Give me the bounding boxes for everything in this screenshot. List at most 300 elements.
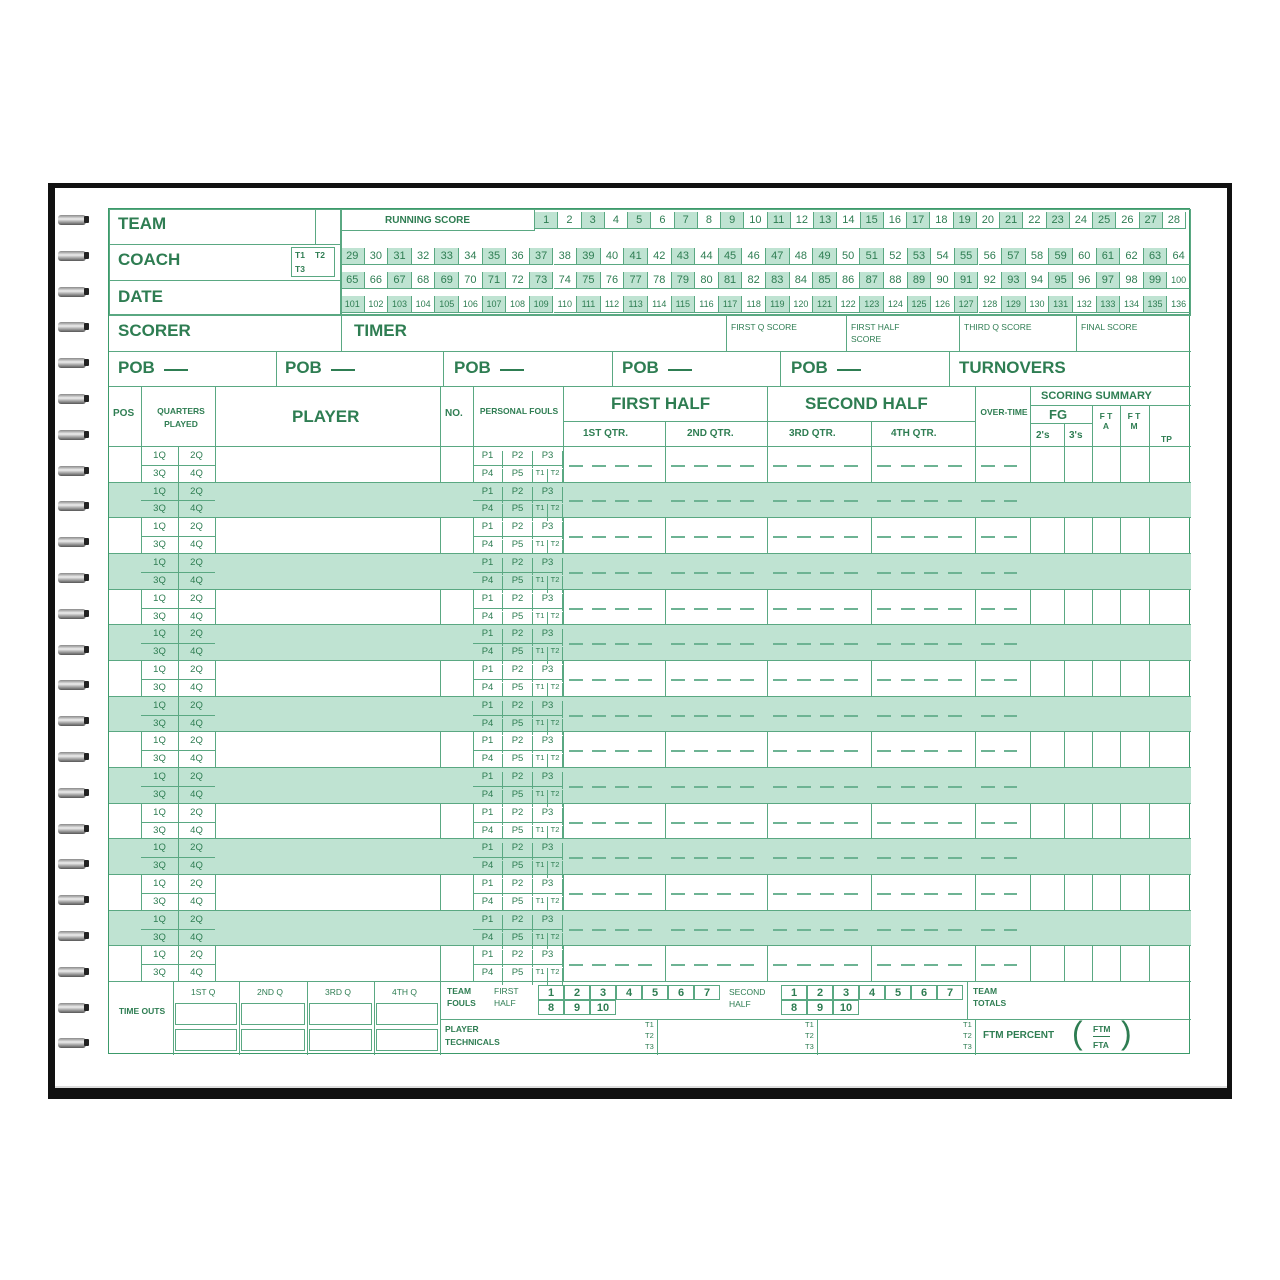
- team-foul-cell[interactable]: 5: [642, 985, 668, 1000]
- foul-cell[interactable]: T2: [548, 647, 563, 664]
- score-dash: [797, 572, 811, 574]
- foul-cell[interactable]: T1: [533, 826, 548, 843]
- score-dash: [1004, 715, 1018, 717]
- foul-cell[interactable]: T1: [533, 897, 548, 914]
- quarter-cell[interactable]: 1Q: [153, 735, 166, 747]
- coach-label: COACH: [118, 250, 181, 269]
- foul-cell[interactable]: P5: [503, 790, 533, 807]
- foul-cell[interactable]: P5: [503, 754, 533, 771]
- score-dash: [948, 536, 962, 538]
- score-dash: [773, 857, 787, 859]
- foul-cell[interactable]: P1: [473, 772, 503, 789]
- team-foul-cell[interactable]: 1: [781, 985, 807, 1000]
- foul-cell[interactable]: P1: [473, 594, 503, 611]
- quarter-cell[interactable]: 4Q: [190, 967, 203, 979]
- quarter-cell[interactable]: 2Q: [190, 771, 203, 783]
- foul-cell[interactable]: P4: [473, 790, 503, 807]
- score-dash: [924, 929, 938, 931]
- foul-cell[interactable]: P5: [503, 719, 533, 736]
- score-dash: [981, 822, 995, 824]
- foul-cell[interactable]: P3: [533, 701, 563, 718]
- score-dash: [740, 465, 754, 467]
- quarter-cell[interactable]: 4Q: [190, 824, 203, 836]
- running-score-cell: 62: [1120, 248, 1144, 265]
- foul-cell[interactable]: P2: [503, 665, 533, 682]
- quarter-cell[interactable]: 2Q: [190, 592, 203, 604]
- foul-cell[interactable]: P2: [503, 772, 533, 789]
- foul-cell[interactable]: P1: [473, 451, 503, 468]
- timeout-box[interactable]: [241, 1029, 305, 1051]
- quarter-cell[interactable]: 1Q: [153, 699, 166, 711]
- score-dash: [694, 929, 708, 931]
- foul-cell[interactable]: P3: [533, 772, 563, 789]
- quarter-cell[interactable]: 4Q: [190, 574, 203, 586]
- foul-cell[interactable]: P5: [503, 933, 533, 950]
- running-score-cell: 3: [582, 212, 605, 229]
- foul-cell[interactable]: P5: [503, 897, 533, 914]
- quarter-cell[interactable]: 2Q: [190, 913, 203, 925]
- coil-hole: [84, 395, 89, 402]
- quarter-cell[interactable]: 4Q: [190, 717, 203, 729]
- coil-hole: [84, 932, 89, 939]
- foul-cell[interactable]: T1: [533, 861, 548, 878]
- foul-cell[interactable]: P4: [473, 754, 503, 771]
- foul-cell[interactable]: P4: [473, 576, 503, 593]
- foul-cell[interactable]: P4: [473, 897, 503, 914]
- score-dash: [820, 572, 834, 574]
- score-dash: [924, 465, 938, 467]
- score-dash: [717, 893, 731, 895]
- team-foul-cell[interactable]: 2: [807, 985, 833, 1000]
- quarter-cell[interactable]: 3Q: [153, 931, 166, 943]
- fta-header: F T A: [1099, 411, 1113, 431]
- time-outs-label: TIME OUTS: [118, 1006, 166, 1016]
- foul-cell[interactable]: P1: [473, 629, 503, 646]
- team-foul-cell[interactable]: 5: [885, 985, 911, 1000]
- score-dash: [820, 679, 834, 681]
- foul-cell[interactable]: P3: [533, 451, 563, 468]
- score-dash: [901, 715, 915, 717]
- foul-cell[interactable]: T1: [533, 968, 548, 985]
- foul-cell[interactable]: P3: [533, 665, 563, 682]
- foul-cell[interactable]: P3: [533, 950, 563, 967]
- timeout-divider: [239, 981, 240, 1055]
- coil-hole: [84, 825, 89, 832]
- quarter-cell[interactable]: 2Q: [190, 949, 203, 961]
- team-foul-cell[interactable]: 4: [616, 985, 642, 1000]
- score-sheet: [108, 208, 1190, 1054]
- foul-cell[interactable]: P2: [503, 629, 533, 646]
- score-dash: [1004, 679, 1018, 681]
- score-dash: [740, 750, 754, 752]
- quarter-cell[interactable]: 2Q: [190, 450, 203, 461]
- score-dash: [740, 715, 754, 717]
- running-score-cell: 98: [1120, 272, 1144, 289]
- quarter-cell[interactable]: 1Q: [153, 485, 166, 497]
- quarter-cell[interactable]: 4Q: [190, 503, 203, 515]
- team-foul-cell[interactable]: 8: [538, 1000, 564, 1015]
- first-half-fouls-label: FIRST HALF: [494, 986, 519, 1008]
- foul-cell[interactable]: T2: [548, 897, 563, 914]
- foul-cell[interactable]: T1: [533, 719, 548, 736]
- foul-cell[interactable]: P2: [503, 915, 533, 932]
- score-dash: [694, 643, 708, 645]
- coil-hole: [84, 1039, 89, 1046]
- team-foul-cell[interactable]: 6: [668, 985, 694, 1000]
- foul-cell[interactable]: P5: [503, 504, 533, 521]
- quarter-cell[interactable]: 4Q: [190, 931, 203, 943]
- foul-cell[interactable]: P5: [503, 540, 533, 557]
- foul-cell[interactable]: P1: [473, 522, 503, 539]
- foul-cell[interactable]: T2: [548, 933, 563, 950]
- running-score-cell: 103: [388, 296, 412, 313]
- running-score-cell: 13: [814, 212, 837, 229]
- foul-cell[interactable]: P4: [473, 540, 503, 557]
- foul-cell[interactable]: P5: [503, 683, 533, 700]
- coil-hole: [84, 216, 89, 223]
- foul-cell[interactable]: T1: [533, 647, 548, 664]
- foul-cell[interactable]: P2: [503, 451, 533, 468]
- foul-cell[interactable]: P3: [533, 915, 563, 932]
- quarter-cell[interactable]: 3Q: [153, 860, 166, 872]
- foul-cell[interactable]: P2: [503, 879, 533, 896]
- score-dash: [844, 929, 858, 931]
- quarter-cell[interactable]: 3Q: [153, 503, 166, 515]
- quarter-cell[interactable]: 2Q: [190, 521, 203, 533]
- team-foul-cell[interactable]: 8: [781, 1000, 807, 1015]
- quarter-cell[interactable]: 2Q: [190, 699, 203, 711]
- foul-cell[interactable]: P2: [503, 487, 533, 504]
- quarter-cell[interactable]: 3Q: [153, 717, 166, 729]
- quarter-cell[interactable]: 1Q: [153, 842, 166, 854]
- foul-cell[interactable]: P5: [503, 576, 533, 593]
- foul-cell[interactable]: P2: [503, 701, 533, 718]
- foul-cell[interactable]: P4: [473, 826, 503, 843]
- score-dash: [615, 893, 629, 895]
- foul-cell[interactable]: T2: [548, 504, 563, 521]
- running-score-cell: 24: [1070, 212, 1093, 229]
- quarter-cell[interactable]: 4Q: [190, 467, 203, 479]
- running-score-cell: 134: [1120, 296, 1144, 313]
- score-dash: [717, 857, 731, 859]
- foul-cell[interactable]: P1: [473, 665, 503, 682]
- running-score-cell: 18: [930, 212, 953, 229]
- score-dash: [844, 608, 858, 610]
- foul-cell[interactable]: P4: [473, 647, 503, 664]
- running-score-cell: 116: [695, 296, 719, 313]
- t1-label: T1: [295, 250, 305, 260]
- running-score-cell: 111: [577, 296, 601, 313]
- quarter-cell[interactable]: 1Q: [153, 664, 166, 676]
- score-dash: [797, 964, 811, 966]
- foul-cell[interactable]: P1: [473, 950, 503, 967]
- score-dash: [592, 536, 606, 538]
- quarter-cell[interactable]: 4Q: [190, 753, 203, 765]
- quarter-cell[interactable]: 3Q: [153, 681, 166, 693]
- timeout-box[interactable]: [376, 1029, 438, 1051]
- foul-cell[interactable]: P5: [503, 469, 533, 486]
- foul-cell[interactable]: T2: [548, 576, 563, 593]
- score-dash: [844, 786, 858, 788]
- quarter-cell[interactable]: 4Q: [190, 610, 203, 622]
- timeout-box[interactable]: [175, 1029, 237, 1051]
- foul-cell[interactable]: P2: [503, 558, 533, 575]
- coil-hole: [84, 610, 89, 617]
- foul-cell[interactable]: P3: [533, 487, 563, 504]
- score-dash: [592, 893, 606, 895]
- coil-ring: [58, 1003, 86, 1013]
- running-score-cell: 70: [459, 272, 483, 289]
- quarter-cell[interactable]: 3Q: [153, 610, 166, 622]
- score-dash: [569, 572, 583, 574]
- quarter-cell[interactable]: 4Q: [190, 681, 203, 693]
- foul-cell[interactable]: T1: [533, 790, 548, 807]
- coil-hole: [84, 681, 89, 688]
- foul-cell[interactable]: T1: [533, 576, 548, 593]
- team-foul-cell[interactable]: 9: [807, 1000, 833, 1015]
- team-foul-cell[interactable]: 4: [859, 985, 885, 1000]
- score-dash: [740, 786, 754, 788]
- running-score-cell: 38: [554, 248, 578, 265]
- foul-cell[interactable]: P3: [533, 879, 563, 896]
- score-dash: [877, 715, 891, 717]
- foul-cell[interactable]: P2: [503, 736, 533, 753]
- foul-cell[interactable]: P4: [473, 504, 503, 521]
- foul-cell[interactable]: T2: [548, 790, 563, 807]
- quarter-cell[interactable]: 3Q: [153, 753, 166, 765]
- quarter-cell[interactable]: 4Q: [190, 539, 203, 551]
- team-foul-cell[interactable]: 3: [590, 985, 616, 1000]
- quarter-cell[interactable]: 2Q: [190, 485, 203, 497]
- score-dash: [877, 857, 891, 859]
- foul-cell[interactable]: T2: [548, 683, 563, 700]
- foul-cell[interactable]: P3: [533, 736, 563, 753]
- score-dash: [694, 857, 708, 859]
- timeout-box[interactable]: [241, 1003, 305, 1025]
- foul-cell[interactable]: T2: [548, 469, 563, 486]
- score-dash: [638, 500, 652, 502]
- score-dash: [592, 964, 606, 966]
- foul-cell[interactable]: T1: [533, 754, 548, 771]
- score-dash: [740, 608, 754, 610]
- score-dash: [671, 572, 685, 574]
- foul-cell[interactable]: P1: [473, 736, 503, 753]
- score-dash: [924, 715, 938, 717]
- quarter-cell[interactable]: 1Q: [153, 913, 166, 925]
- quarter-cell[interactable]: 1Q: [153, 628, 166, 640]
- foul-cell[interactable]: P2: [503, 594, 533, 611]
- foul-cell[interactable]: P3: [533, 522, 563, 539]
- running-score-cell: 21: [1000, 212, 1023, 229]
- foul-cell[interactable]: T1: [533, 504, 548, 521]
- quarter-cell[interactable]: 1Q: [153, 771, 166, 783]
- score-dash: [797, 822, 811, 824]
- score-dash: [797, 786, 811, 788]
- running-score-cell: 59: [1049, 248, 1073, 265]
- foul-cell[interactable]: T1: [533, 469, 548, 486]
- foul-cell[interactable]: P4: [473, 968, 503, 985]
- quarter-cell[interactable]: 2Q: [190, 557, 203, 568]
- quarter-cell[interactable]: 1Q: [153, 878, 166, 890]
- foul-cell[interactable]: T2: [548, 861, 563, 878]
- foul-cell[interactable]: T1: [533, 683, 548, 700]
- score-dash: [981, 750, 995, 752]
- quarter-cell[interactable]: 4Q: [190, 895, 203, 907]
- coil-ring: [58, 609, 86, 619]
- quarter-cell[interactable]: 2Q: [190, 878, 203, 890]
- foul-cell[interactable]: T1: [533, 933, 548, 950]
- team-foul-cell[interactable]: 2: [564, 985, 590, 1000]
- score-dash: [717, 500, 731, 502]
- foul-cell[interactable]: P3: [533, 808, 563, 825]
- quarter-cell[interactable]: 3Q: [153, 788, 166, 800]
- foul-cell[interactable]: P1: [473, 843, 503, 860]
- foul-cell[interactable]: P4: [473, 861, 503, 878]
- team-foul-cell[interactable]: 7: [937, 985, 963, 1000]
- pob-divider: [443, 351, 444, 386]
- score-dash: [773, 786, 787, 788]
- foul-cell[interactable]: P1: [473, 879, 503, 896]
- paren-left: (: [1072, 1015, 1083, 1051]
- score-dash: [671, 465, 685, 467]
- score-dash: [740, 572, 754, 574]
- foul-cell[interactable]: T2: [548, 719, 563, 736]
- score-dash: [948, 964, 962, 966]
- foul-cell[interactable]: T2: [548, 612, 563, 629]
- foul-cell[interactable]: P3: [533, 594, 563, 611]
- quarter-cell[interactable]: 2Q: [190, 842, 203, 854]
- quarter-cell[interactable]: 4Q: [190, 646, 203, 658]
- foul-cell[interactable]: P5: [503, 647, 533, 664]
- foul-cell[interactable]: T2: [548, 968, 563, 985]
- foul-cell[interactable]: P5: [503, 861, 533, 878]
- foul-cell[interactable]: P2: [503, 950, 533, 967]
- score-dash: [592, 822, 606, 824]
- quarter-cell[interactable]: 1Q: [153, 557, 166, 568]
- quarter-cell[interactable]: 2Q: [190, 735, 203, 747]
- running-score-cell: 80: [695, 272, 719, 289]
- running-score-cell: 36: [506, 248, 530, 265]
- score-dash: [694, 500, 708, 502]
- team-foul-cell[interactable]: 9: [564, 1000, 590, 1015]
- foul-cell[interactable]: T2: [548, 754, 563, 771]
- foul-cell[interactable]: P5: [503, 968, 533, 985]
- running-score-cell: 100: [1167, 272, 1191, 289]
- timeout-quarter-label: 1ST Q: [191, 987, 216, 997]
- foul-cell[interactable]: P1: [473, 487, 503, 504]
- quarter-cell[interactable]: 2Q: [190, 628, 203, 640]
- foul-cell[interactable]: P1: [473, 808, 503, 825]
- quarter-cell[interactable]: 1Q: [153, 521, 166, 533]
- score-dash: [901, 643, 915, 645]
- foul-cell[interactable]: P1: [473, 915, 503, 932]
- foul-cell[interactable]: T2: [548, 540, 563, 557]
- team-foul-cell[interactable]: 7: [694, 985, 720, 1000]
- ftm-numerator: FTM: [1093, 1025, 1110, 1037]
- timeout-box[interactable]: [309, 1003, 372, 1025]
- foul-cell[interactable]: P1: [473, 701, 503, 718]
- foul-cell[interactable]: P5: [503, 612, 533, 629]
- foul-cell[interactable]: P5: [503, 826, 533, 843]
- team-foul-cell[interactable]: 10: [590, 1000, 616, 1015]
- quarter-cell[interactable]: 1Q: [153, 806, 166, 818]
- running-score-cell: 67: [388, 272, 412, 289]
- quarter-cell[interactable]: 1Q: [153, 450, 166, 461]
- score-dash: [981, 964, 995, 966]
- score-dash: [844, 750, 858, 752]
- foul-cell[interactable]: P4: [473, 469, 503, 486]
- quarter-cell[interactable]: 3Q: [153, 539, 166, 551]
- foul-cell[interactable]: P4: [473, 719, 503, 736]
- foul-cell[interactable]: P2: [503, 808, 533, 825]
- player-row: [109, 910, 1191, 946]
- quarter-cell[interactable]: 4Q: [190, 788, 203, 800]
- quarter-cell[interactable]: 3Q: [153, 824, 166, 836]
- timeout-box[interactable]: [175, 1003, 237, 1025]
- foul-cell[interactable]: P2: [503, 522, 533, 539]
- quarter-cell[interactable]: 1Q: [153, 592, 166, 604]
- foul-cell[interactable]: P4: [473, 612, 503, 629]
- timeout-box[interactable]: [309, 1029, 372, 1051]
- quarter-cell[interactable]: 3Q: [153, 646, 166, 658]
- foul-cell[interactable]: P1: [473, 558, 503, 575]
- team-foul-cell[interactable]: 1: [538, 985, 564, 1000]
- quarter-cell[interactable]: 2Q: [190, 806, 203, 818]
- foul-cell[interactable]: P3: [533, 629, 563, 646]
- foul-cell[interactable]: P3: [533, 558, 563, 575]
- player-row: [109, 696, 1191, 732]
- running-score-cell: 108: [506, 296, 530, 313]
- team-foul-cell[interactable]: 3: [833, 985, 859, 1000]
- quarter-cell[interactable]: 4Q: [190, 860, 203, 872]
- running-score-cell: 50: [837, 248, 861, 265]
- quarter-cell[interactable]: 3Q: [153, 895, 166, 907]
- quarter-cell[interactable]: 3Q: [153, 467, 166, 479]
- quarter-cell[interactable]: 3Q: [153, 967, 166, 979]
- coil-ring: [58, 931, 86, 941]
- timeout-quarter-label: 3RD Q: [325, 987, 351, 997]
- score-dash: [901, 964, 915, 966]
- third-q-score-label: THIRD Q SCORE: [964, 322, 1032, 332]
- score-dash: [948, 608, 962, 610]
- score-dash: [948, 750, 962, 752]
- foul-cell[interactable]: P4: [473, 933, 503, 950]
- score-dash: [948, 893, 962, 895]
- foul-cell[interactable]: T2: [548, 826, 563, 843]
- running-score-cell: 130: [1026, 296, 1050, 313]
- running-score-cell: 75: [577, 272, 601, 289]
- running-score-cell: 125: [908, 296, 932, 313]
- foul-cell[interactable]: P4: [473, 683, 503, 700]
- team-foul-cell[interactable]: 6: [911, 985, 937, 1000]
- score-dash: [740, 536, 754, 538]
- quarter-cell[interactable]: 3Q: [153, 574, 166, 586]
- running-score-cell: 88: [884, 272, 908, 289]
- score-dash: [638, 822, 652, 824]
- score-dash: [1004, 857, 1018, 859]
- quarter-cell[interactable]: 1Q: [153, 949, 166, 961]
- foul-cell[interactable]: T1: [533, 540, 548, 557]
- foul-cell[interactable]: T1: [533, 612, 548, 629]
- foul-cell[interactable]: P3: [533, 843, 563, 860]
- coil-ring: [58, 859, 86, 869]
- foul-cell[interactable]: P2: [503, 843, 533, 860]
- timeout-box[interactable]: [376, 1003, 438, 1025]
- player-row: [109, 731, 1191, 767]
- quarter-cell[interactable]: 2Q: [190, 664, 203, 676]
- team-foul-cell[interactable]: 10: [833, 1000, 859, 1015]
- running-score-cell: 129: [1002, 296, 1026, 313]
